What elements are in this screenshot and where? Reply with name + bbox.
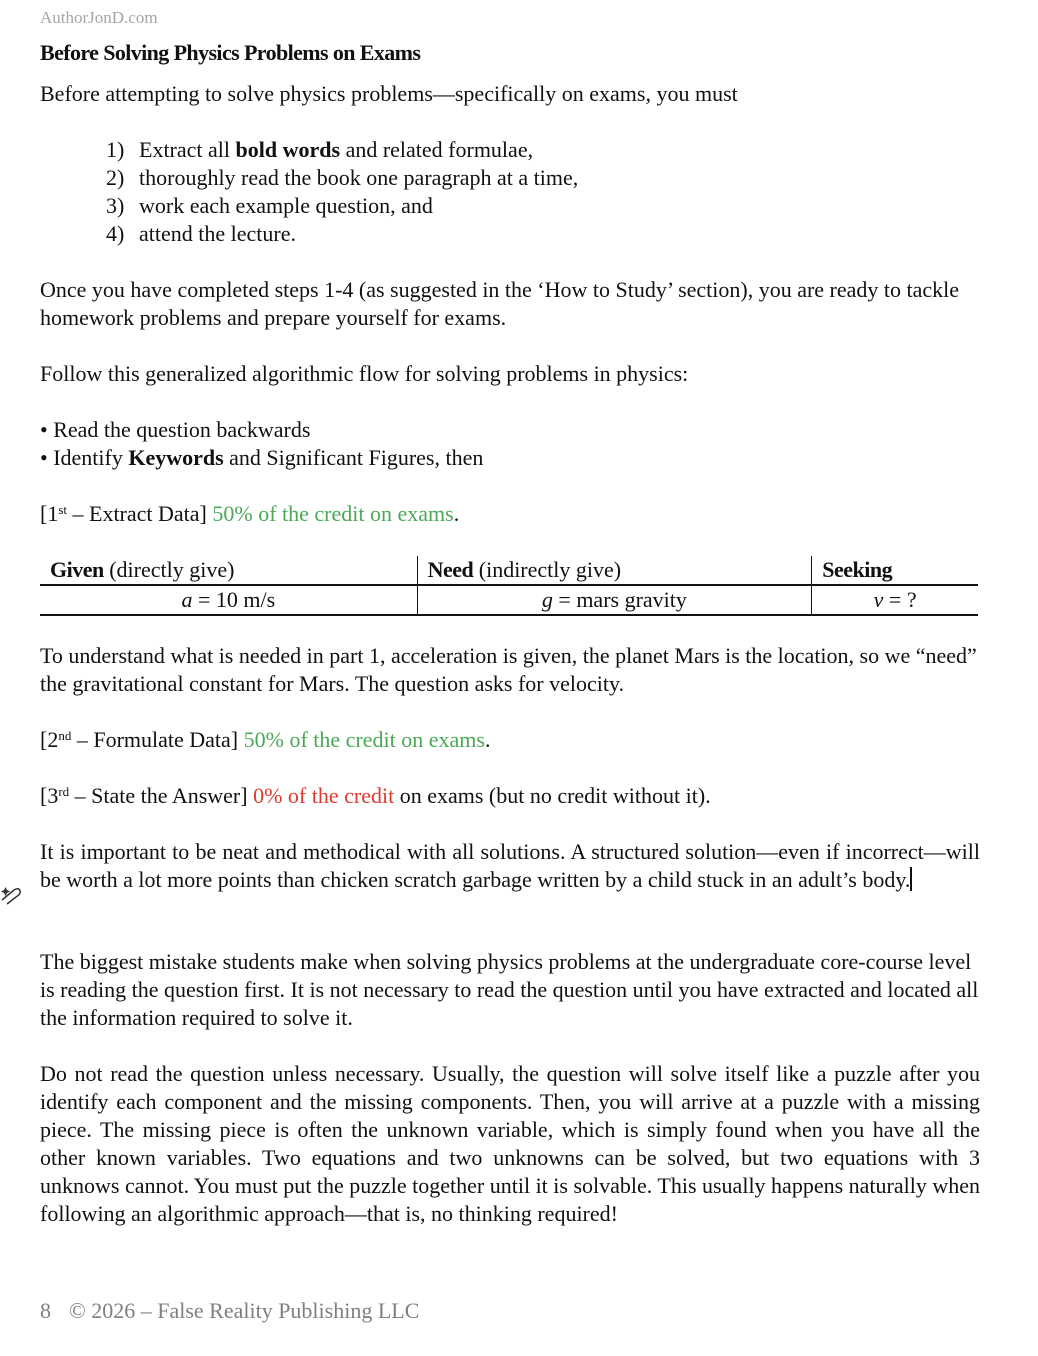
- credit-label: 50% of the credit on exams: [212, 501, 454, 526]
- list-item: 4) attend the lecture.: [106, 221, 296, 246]
- list-item: 1) Extract all bold words and related formulae,: [106, 137, 534, 162]
- table-cell: g = mars gravity: [417, 585, 812, 615]
- intro-paragraph: Before attempting to solve physics problems—specifically on exams, you must: [40, 81, 738, 106]
- phase-2-heading: [2nd – Formulate Data] 50% of the credit on exams.: [40, 727, 491, 752]
- page-footer: [40, 1298, 419, 1324]
- table-header-given: Given (directly give): [40, 556, 417, 585]
- bullet-list: [40, 416, 483, 472]
- list-item: • Read the question backwards: [40, 417, 311, 442]
- copyright: © 2026 – False Reality Publishing LLC: [69, 1298, 420, 1323]
- understand-paragraph: To understand what is needed in part 1, acceleration is given, the planet Mars is the location, so we “need” the gravitational constant for Mars. The question asks for velocity.: [40, 643, 977, 696]
- table-header-need: Need (indirectly give): [417, 556, 812, 585]
- list-item: • Identify Keywords and Significant Figures, then: [40, 445, 484, 470]
- steps-list: [106, 136, 578, 248]
- neat-paragraph[interactable]: It is important to be neat and methodical with all solutions. A structured solution—even if incorrect—will be worth a lot more points than chicken scratch garbage written by a child stuck in an adult’s body.: [40, 839, 980, 892]
- follow-paragraph: Follow this generalized algorithmic flow for solving problems in physics:: [40, 361, 689, 386]
- page-number: 8: [40, 1298, 51, 1323]
- ai-rewrite-icon[interactable]: [0, 880, 22, 908]
- credit-label: 0% of the credit: [253, 783, 395, 808]
- phase-1-heading: [1st – Extract Data] 50% of the credit on exams.: [40, 501, 460, 526]
- puzzle-paragraph: Do not read the question unless necessary. Usually, the question will solve itself like a puzzle after you identify each component and the missing components. Then, you will arrive at a puzzle with a missing piece. The missing piece is often the unknown variable, which is simply found when you have all the other known variables. Two equations and two unknowns can be solved, but two equations with 3 unknows cannot. You must put the puzzle together until it is solvable. This usually happens naturally when following an algorithmic approach—that is, no thinking required!: [40, 1061, 980, 1226]
- phase-3-heading: [3rd – State the Answer] 0% of the credit on exams (but no credit without it).: [40, 783, 711, 808]
- ready-paragraph: Once you have completed steps 1-4 (as suggested in the ‘How to Study’ section), you are ready to tackle homework problems and prepare yourself for exams.: [40, 277, 960, 330]
- table-cell: v = ?: [812, 585, 978, 615]
- page-title: Before Solving Physics Problems on Exams: [40, 40, 421, 65]
- site-header: AuthorJonD.com: [40, 8, 158, 27]
- table-cell: a = 10 m/s: [40, 585, 417, 615]
- table-header-seeking: Seeking: [812, 556, 978, 585]
- table-row: [40, 585, 978, 615]
- mistake-paragraph: The biggest mistake students make when solving physics problems at the undergraduate core-course level is reading the question first. It is not necessary to read the question until you have extracted and located all the information required to solve it.: [40, 949, 979, 1030]
- extract-data-table: [40, 556, 978, 616]
- text-cursor: [910, 867, 912, 891]
- list-item: 3) work each example question, and: [106, 193, 433, 218]
- credit-label: 50% of the credit on exams: [243, 727, 485, 752]
- list-item: 2) thoroughly read the book one paragraph at a time,: [106, 165, 579, 190]
